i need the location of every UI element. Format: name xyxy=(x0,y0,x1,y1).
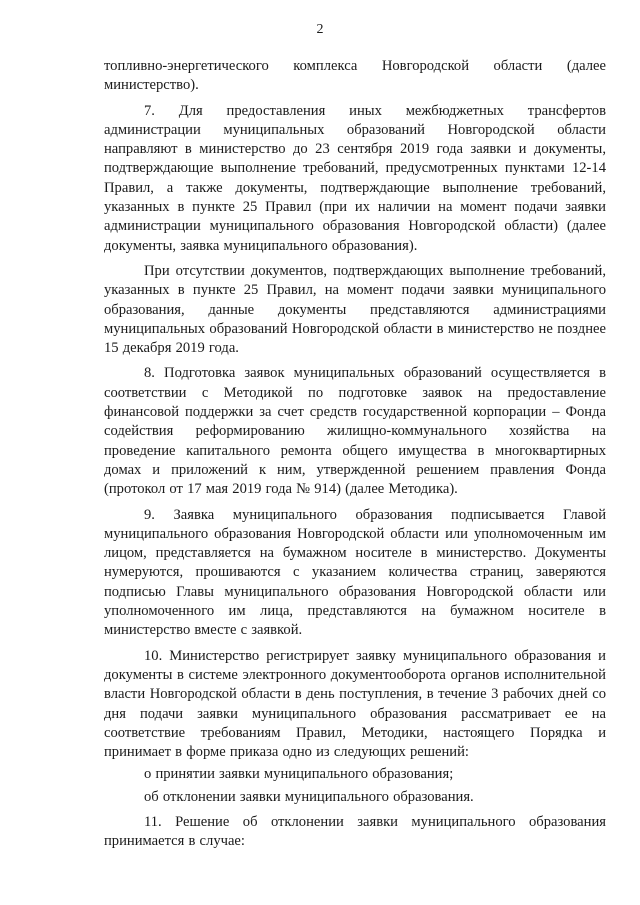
paragraph-10: 10. Министерство регистрирует заявку муниципального образования и документы в системе электронного документооборота органов исполнительной власти Новгородской области в день поступления, в течение 3 рабочих дней со дня подачи заявки муниципального образования рассматривает ее на соответствие требованиям Правил, Методики, настоящего Порядка и принимает в форме приказа одно из следующих решений: xyxy=(104,647,606,761)
paragraph-continuation: топливно-энергетического комплекса Новгородской области (далее министерство). xyxy=(104,58,606,94)
page-number: 2 xyxy=(316,22,324,37)
paragraph-11: 11. Решение об отклонении заявки муниципального образования принимается в случае: xyxy=(104,813,606,850)
paragraph-7-missing-documents: При отсутствии документов, подтверждающих выполнение требований, указанных в пункте 25 Правил, на момент подачи заявки муниципального образования, данные документы представляются администрациями муниципальных образований Новгородской области в министерство не позднее 15 декабря 2019 года. xyxy=(104,262,606,357)
paragraph-8: 8. Подготовка заявок муниципальных образований осуществляется в соответствии с Методикой по подготовке заявок на предоставление финансовой поддержки за счет средств государственной корпорации – Фонда содействия реформированию жилищно-коммунального хозяйства на проведение капитального ремонта общего имущества в многоквартирных домах и приложений к ним, утвержденной решением правления Фонда (протокол от 17 мая 2019 года № 914) (далее Методика). xyxy=(104,365,606,498)
document-body xyxy=(104,57,606,852)
paragraph-9: 9. Заявка муниципального образования подписывается Главой муниципального образования Новгородской области или уполномоченным им лицом, представляется на бумажном носителе в министерство. Документы нумеруются, прошиваются с указанием количества страниц, заверяются подписью Главы муниципального образования Новгородской области или уполномоченного им лица, представляются на бумажном носителе в министерство вместе с заявкой. xyxy=(104,506,606,639)
decision-option-accept: о принятии заявки муниципального образования; xyxy=(144,766,454,783)
paragraph-7: 7. Для предоставления иных межбюджетных трансфертов администрации муниципальных образований Новгородской области направляют в министерство до 23 сентября 2019 года заявки и документы, подтверждающие выполнение требований, предусмотренных пунктами 12-14 Правил, а также документы, подтверждающие выполнение требований, указанных в пункте 25 Правил (при их наличии на момент подачи заявки администрации муниципального образования Новгородской области) (далее документы, заявка муниципального образования). xyxy=(104,102,606,254)
decision-option-reject: об отклонении заявки муниципального образования. xyxy=(144,788,474,805)
